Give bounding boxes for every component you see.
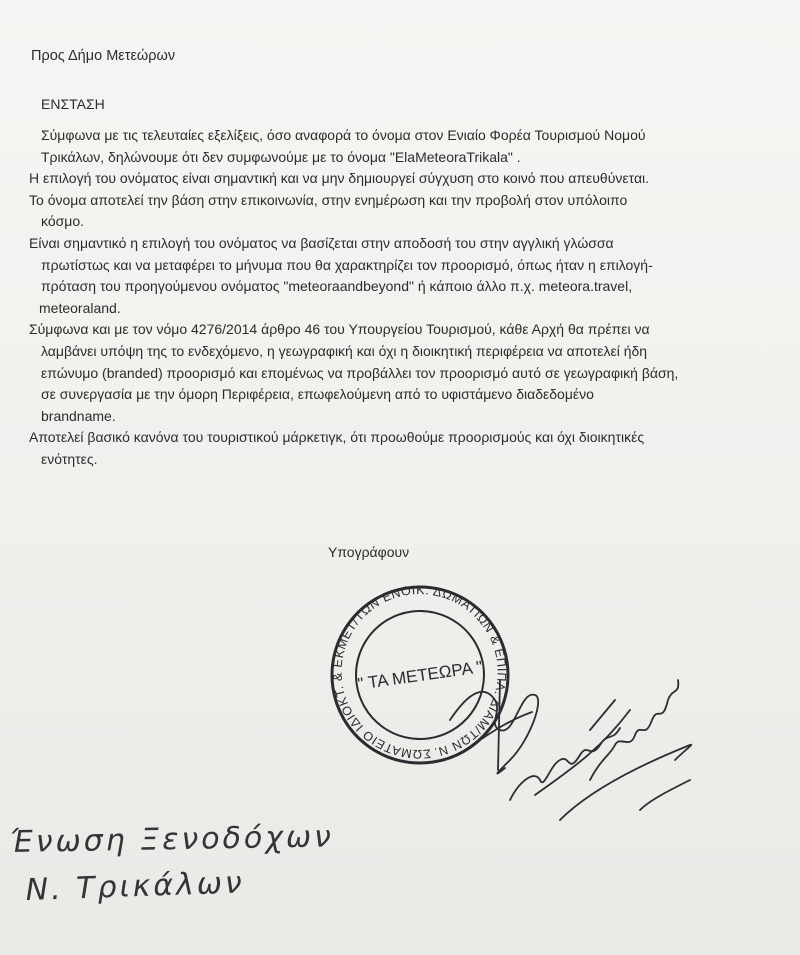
body-line: Είναι σημαντικό η επιλογή του ονόματος να βασίζεται στην αποδοσή του στην αγγλική γλώσσα: [29, 234, 614, 251]
body-line: Το όνομα αποτελεί την βάση στην επικοινωνία, στην ενημέρωση και την προβολή στον υπόλοιπο: [29, 191, 628, 208]
signature-3: [590, 680, 678, 780]
body-line: Αποτελεί βασικό κανόνα του τουριστικού μάρκετιγκ, ότι προωθούμε προορισμούς και όχι διοικητικές: [29, 429, 645, 446]
document-body: [29, 125, 794, 471]
stamp-ring-text: ΣΩΜΑΤΕΙΟ ΙΔΙΟΚΤ. & ΕΚΜΕΤ/ΤΩΝ ΕΝΟΙΚ. ΔΩΜΑΤΙΩΝ & ΕΠΙΠΛ. ΔΙΑΜ/ΤΩΝ Ν.: [330, 582, 509, 762]
body-line: Η επιλογή του ονόματος είναι σημαντική και να μην δημιουργεί σύγχυση στο κοινό που απευθύνεται.: [29, 170, 650, 187]
stamp-center-text: " ΤΑ ΜΕΤΕΩΡΑ ": [356, 657, 484, 694]
document-title: ΕΝΣΤΑΣΗ: [41, 96, 105, 112]
body-line: brandname.: [41, 407, 116, 424]
body-line: Σύμφωνα με τις τελευταίες εξελίξεις, όσο αναφορά το όνομα στον Ενιαίο Φορέα Τουρισμού Νομού: [41, 127, 646, 143]
body-line: σε συνεργασία με την όμορη Περιφέρεια, επωφελούμενη από το υφιστάμενο διαδεδομένο: [41, 386, 594, 403]
signatures: [440, 650, 700, 850]
signature-1: [450, 692, 538, 774]
body-line: κόσμο.: [41, 213, 84, 230]
body-line: Τρικάλων, δηλώνουμε ότι δεν συμφωνούμε με το όνομα "ElaMeteoraTrikala" .: [41, 148, 521, 165]
body-line: πρωτίστως και να μεταφέρει το μήνυμα που θα χαρακτηρίζει τον προορισμό, όπως ήταν η επιλογή-: [41, 256, 653, 273]
body-line: Σύμφωνα και με τον νόμο 4276/2014 άρθρο 46 του Υπουργείου Τουρισμού, κάθε Αρχή θα πρέπει να: [29, 321, 650, 338]
body-line: επώνυμο (branded) προορισμό και επομένως να προβάλλει τον προορισμό αυτό σε γεωγραφική βάση,: [41, 364, 679, 381]
handwritten-line-1: Ένωση Ξενοδόχων: [9, 819, 335, 860]
handwritten-line-2: Ν. Τρικάλων: [25, 865, 246, 908]
body-line: πρόταση του προηγούμενου ονόματος "meteoraandbeyond" ή κάποιο άλλο π.χ. meteora.travel,: [41, 278, 633, 295]
handwritten-note: [0, 810, 420, 920]
body-line: ενότητες.: [41, 450, 98, 467]
signatories-label: Υπογράφουν: [328, 544, 410, 560]
addressee: Προς Δήμο Μετεώρων: [31, 48, 176, 64]
body-line: meteoraland.: [39, 299, 121, 316]
body-line: λαμβάνει υπόψη της το ενδεχόμενο, η γεωγραφική και όχι η διοικητική περιφέρεια να αποτελεί ήδη: [41, 342, 648, 359]
